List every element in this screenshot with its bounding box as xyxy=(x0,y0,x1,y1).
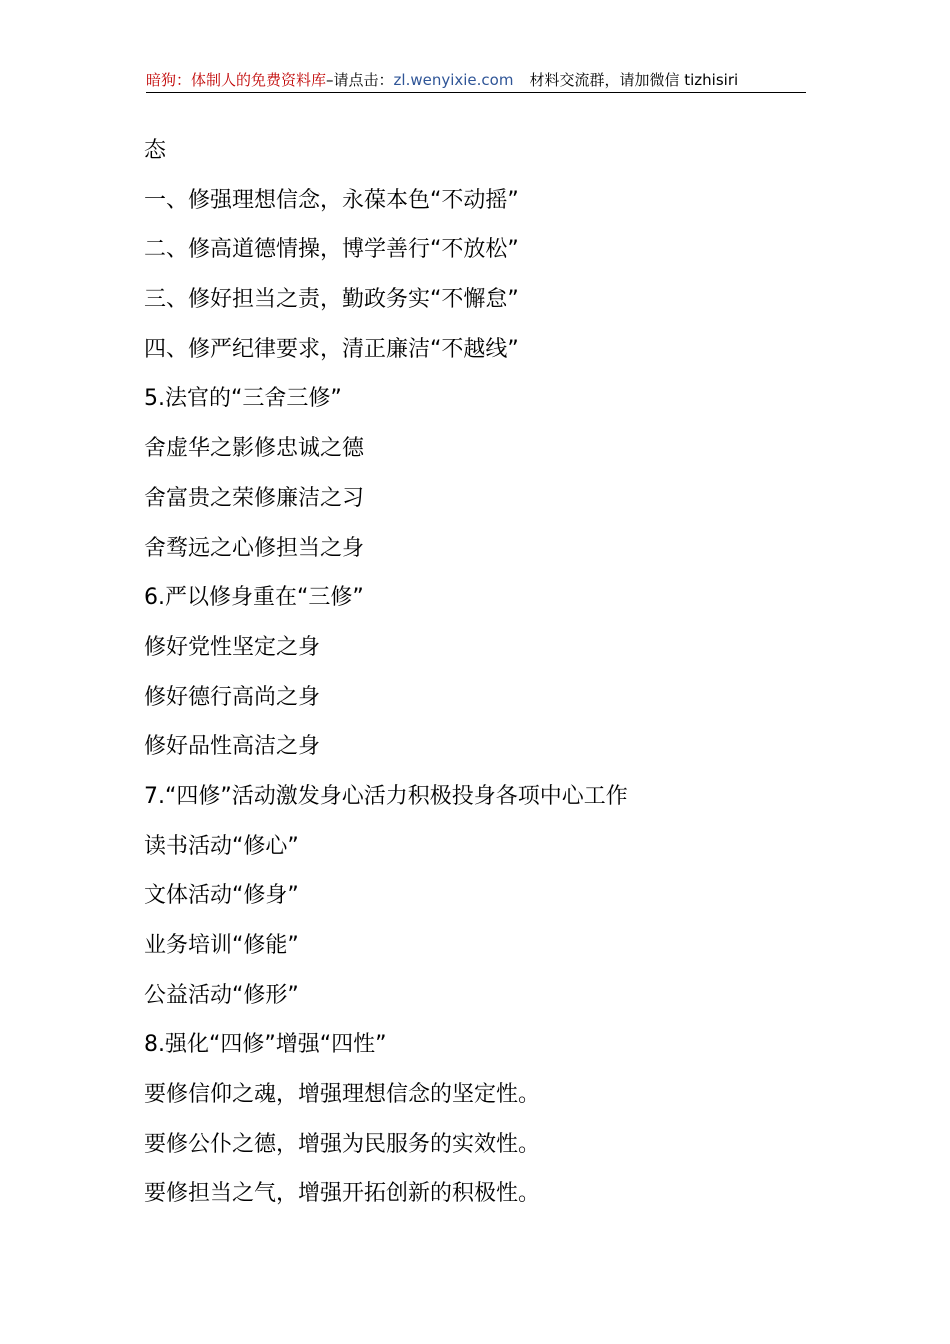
text-line: 读书活动“修心” xyxy=(144,833,299,859)
text-line: 文体活动“修身” xyxy=(144,883,299,909)
text-line: 业务培训“修能” xyxy=(144,933,299,958)
header-click-prompt: –请点击： xyxy=(326,71,394,89)
header-brand: 暗狗：体制人的免费资料库 xyxy=(146,71,327,89)
section-heading: 5.法官的“三舍三修” xyxy=(144,386,342,412)
section-heading: 7.“四修”活动激发身心活力积极投身各项中心工作 xyxy=(144,783,628,809)
text-line: 舍骛远之心修担当之身 xyxy=(144,535,365,561)
text-line: 舍虚华之影修忠诚之德 xyxy=(144,436,365,462)
text-line: 公益活动“修形” xyxy=(144,982,299,1008)
header-group-contact: 材料交流群，请加微信 tizhisiri xyxy=(529,71,739,89)
document-body xyxy=(144,126,824,1219)
section-heading: 6.严以修身重在“三修” xyxy=(144,585,364,611)
text-line: 修好品性高洁之身 xyxy=(144,734,321,760)
text-line: 二、修高道德情操，博学善行“不放松” xyxy=(144,237,519,263)
text-line: 态 xyxy=(144,138,167,163)
text-line: 三、修好担当之责，勤政务实“不懈怠” xyxy=(144,287,519,313)
text-line: 要修担当之气，增强开拓创新的积极性。 xyxy=(144,1181,541,1207)
text-line: 修好德行高尚之身 xyxy=(144,684,321,710)
page-header xyxy=(146,70,806,93)
text-line: 要修公仆之德，增强为民服务的实效性。 xyxy=(144,1131,541,1157)
text-line: 一、修强理想信念，永葆本色“不动摇” xyxy=(144,187,519,213)
text-line: 四、修严纪律要求，清正廉洁“不越线” xyxy=(144,336,519,362)
text-line: 要修信仰之魂，增强理想信念的坚定性。 xyxy=(144,1082,541,1108)
text-line: 舍富贵之荣修廉洁之习 xyxy=(144,485,365,511)
header-website-link[interactable]: zl.wenyixie.com xyxy=(393,71,514,89)
section-heading: 8.强化“四修”增强“四性” xyxy=(144,1032,387,1058)
text-line: 修好党性坚定之身 xyxy=(144,634,321,660)
